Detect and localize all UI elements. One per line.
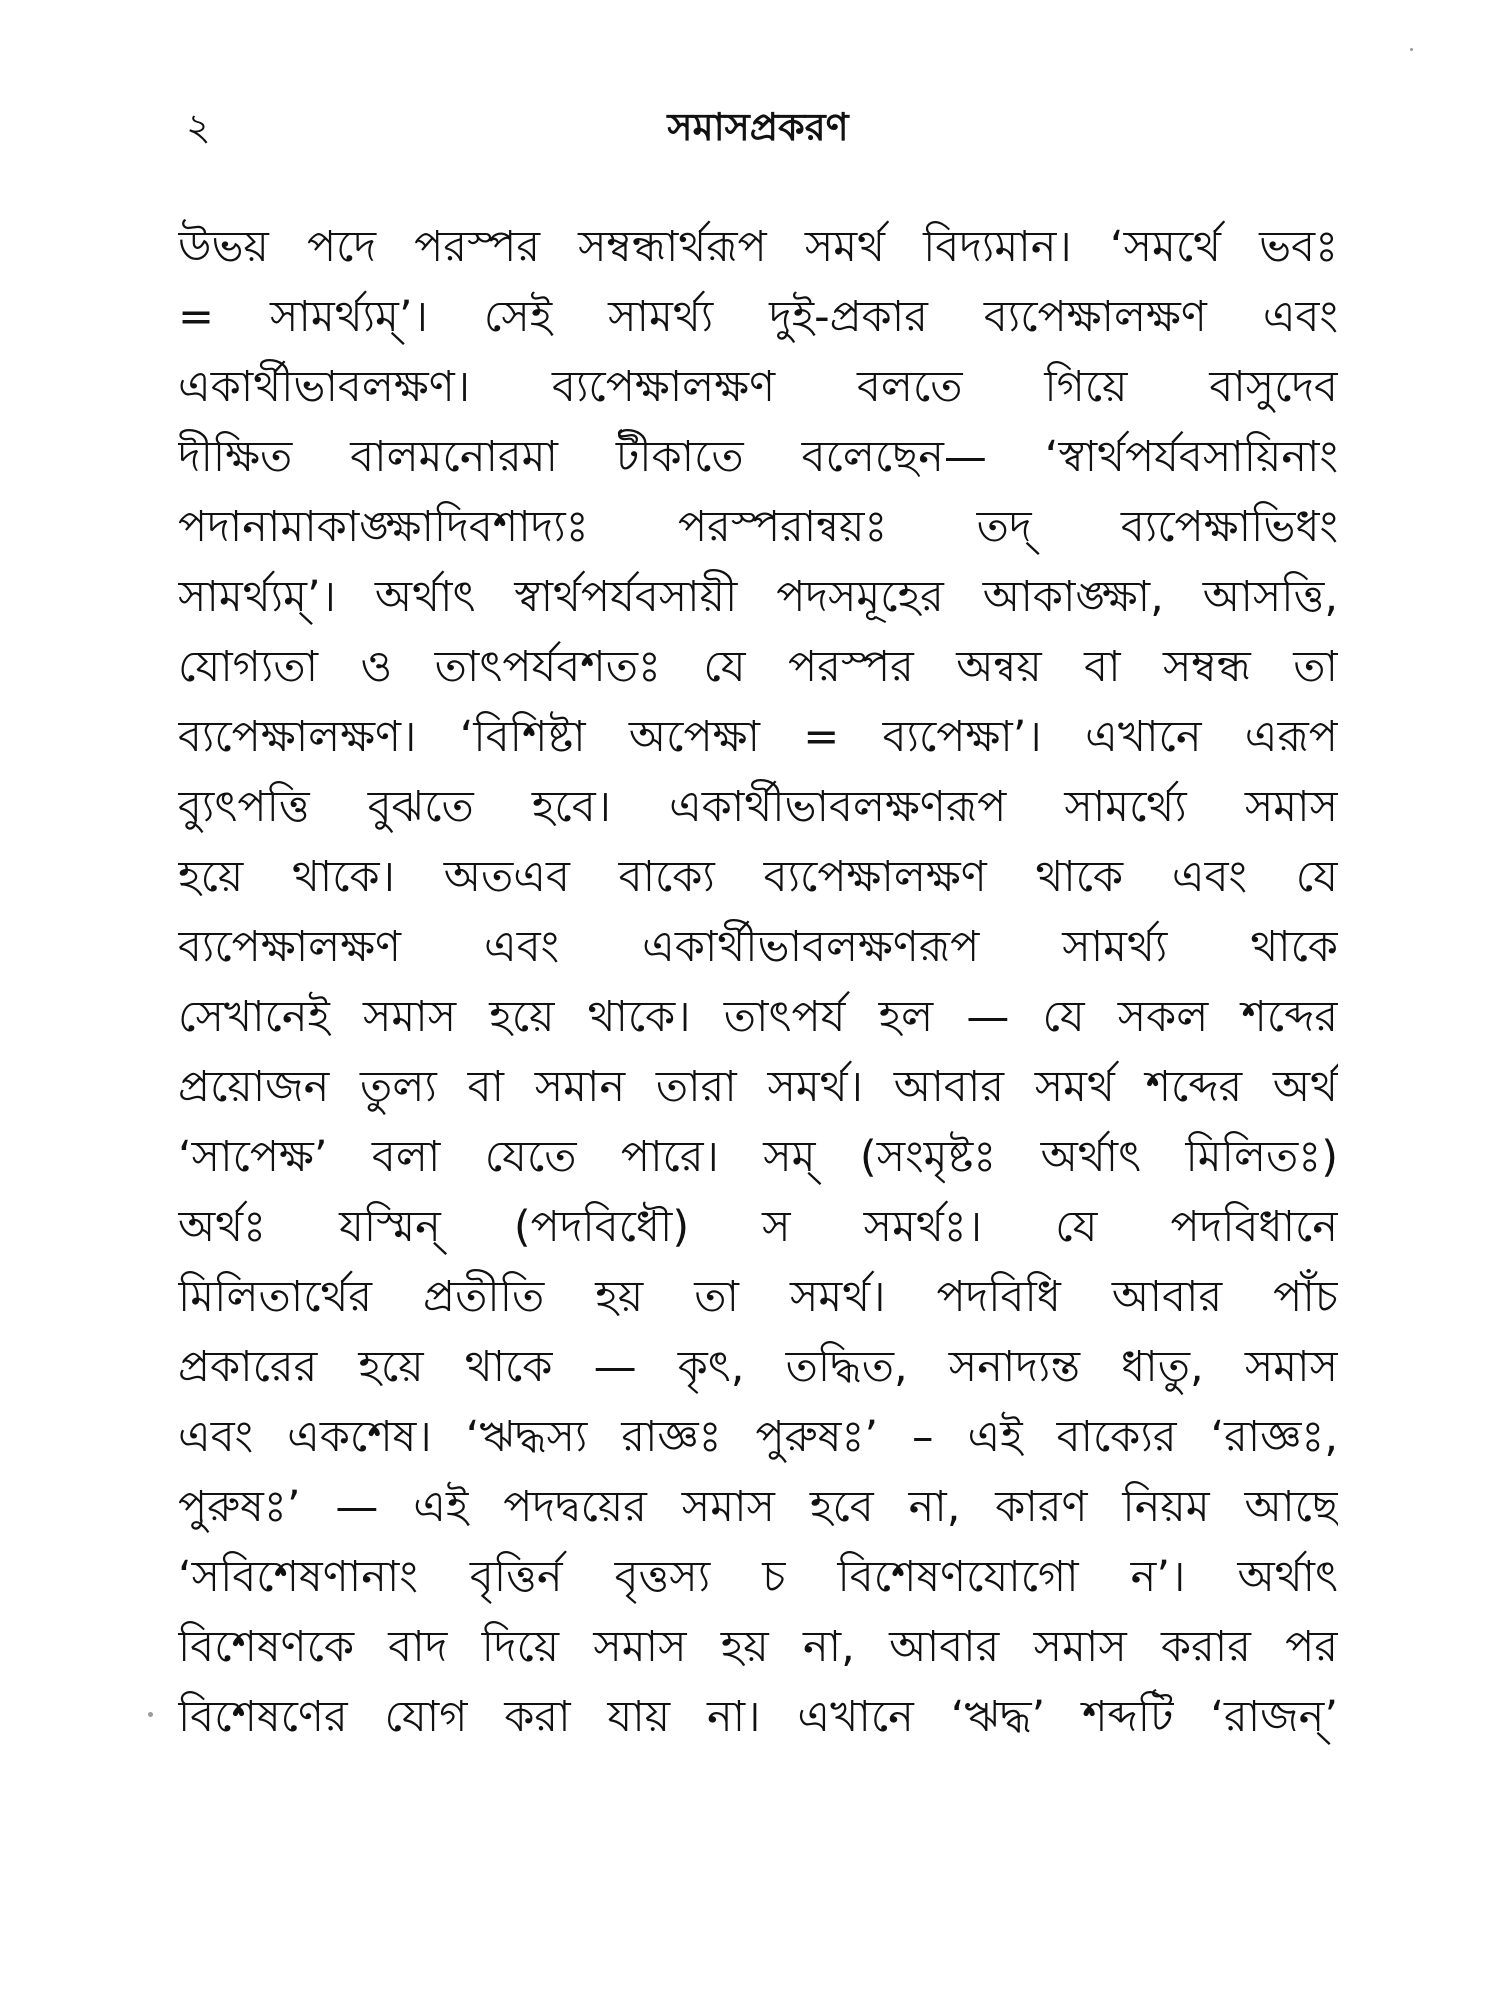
scan-speck — [148, 1712, 153, 1717]
page-number: ২ — [186, 105, 211, 149]
text-line: ব্যপেক্ষালক্ষণ এবং একার্থীভাবলক্ষণরূপ সামর্থ্য থাকে — [178, 922, 1338, 972]
text-line: সেখানেই সমাস হয়ে থাকে। তাৎপর্য হল — যে সকল শব্দের — [178, 992, 1338, 1042]
text-line: পদানামাকাঙ্ক্ষাদিবশাদ্যঃ পরস্পরান্বয়ঃ তদ্ ব্যপেক্ষাভিধং — [178, 502, 1338, 552]
text-line: যোগ্যতা ও তাৎপর্যবশতঃ যে পরস্পর অন্বয় বা সম্বন্ধ তা — [178, 642, 1338, 692]
text-line: প্রকারের হয়ে থাকে — কৃৎ, তদ্ধিত, সনাদ্যন্ত ধাতু, সমাস — [178, 1342, 1338, 1392]
text-line: ব্যুৎপত্তি বুঝতে হবে। একার্থীভাবলক্ষণরূপ সামর্থ্যে সমাস — [178, 782, 1338, 832]
text-line: ব্যপেক্ষালক্ষণ। ‘বিশিষ্টা অপেক্ষা = ব্যপেক্ষা’। এখানে এরূপ — [178, 712, 1338, 762]
text-line: পুরুষঃ’ — এই পদদ্বয়ের সমাস হবে না, কারণ নিয়ম আছে — [178, 1482, 1338, 1532]
text-line: = সামর্থ্যম্’। সেই সামর্থ্য দুই-প্রকার ব্যপেক্ষালক্ষণ এবং — [178, 292, 1338, 342]
text-line: এবং একশেষ। ‘ঋদ্ধস্য রাজ্ঞঃ পুরুষঃ’ – এই বাক্যের ‘রাজ্ঞঃ, — [178, 1412, 1338, 1462]
running-title: সমাসপ্রকরণ — [667, 105, 849, 149]
text-line: বিশেষণকে বাদ দিয়ে সমাস হয় না, আবার সমাস করার পর — [178, 1622, 1338, 1672]
text-line: ‘সবিশেষণানাং বৃত্তির্ন বৃত্তস্য চ বিশেষণযোগো ন’। অর্থাৎ — [178, 1552, 1338, 1602]
text-line: বিশেষণের যোগ করা যায় না। এখানে ‘ঋদ্ধ’ শব্দটি ‘রাজন্’ — [178, 1692, 1338, 1742]
page-header — [178, 100, 1338, 160]
text-line: প্রয়োজন তুল্য বা সমান তারা সমর্থ। আবার সমর্থ শব্দের অর্থ — [178, 1062, 1338, 1112]
text-line: উভয় পদে পরস্পর সম্বন্ধার্থরূপ সমর্থ বিদ্যমান। ‘সমর্থে ভবঃ — [178, 222, 1338, 272]
text-line: হয়ে থাকে। অতএব বাক্যে ব্যপেক্ষালক্ষণ থাকে এবং যে — [178, 852, 1338, 902]
text-line: মিলিতার্থের প্রতীতি হয় তা সমর্থ। পদবিধি আবার পাঁচ — [178, 1272, 1338, 1322]
text-line: অর্থঃ যস্মিন্ (পদবিধৌ) স সমর্থঃ। যে পদবিধানে — [178, 1202, 1338, 1252]
text-line: একার্থীভাবলক্ষণ। ব্যপেক্ষালক্ষণ বলতে গিয়ে বাসুদেব — [178, 362, 1338, 412]
text-line: দীক্ষিত বালমনোরমা টীকাতে বলেছেন— ‘স্বার্থপর্যবসায়িনাং — [178, 432, 1338, 482]
body-text — [178, 212, 1338, 1752]
text-line: সামর্থ্যম্’। অর্থাৎ স্বার্থপর্যবসায়ী পদসমূহের আকাঙ্ক্ষা, আসত্তি, — [178, 572, 1338, 622]
scan-speck — [1410, 48, 1413, 51]
text-line: ‘সাপেক্ষ’ বলা যেতে পারে। সম্ (সংমৃষ্টঃ অর্থাৎ মিলিতঃ) — [178, 1132, 1338, 1182]
